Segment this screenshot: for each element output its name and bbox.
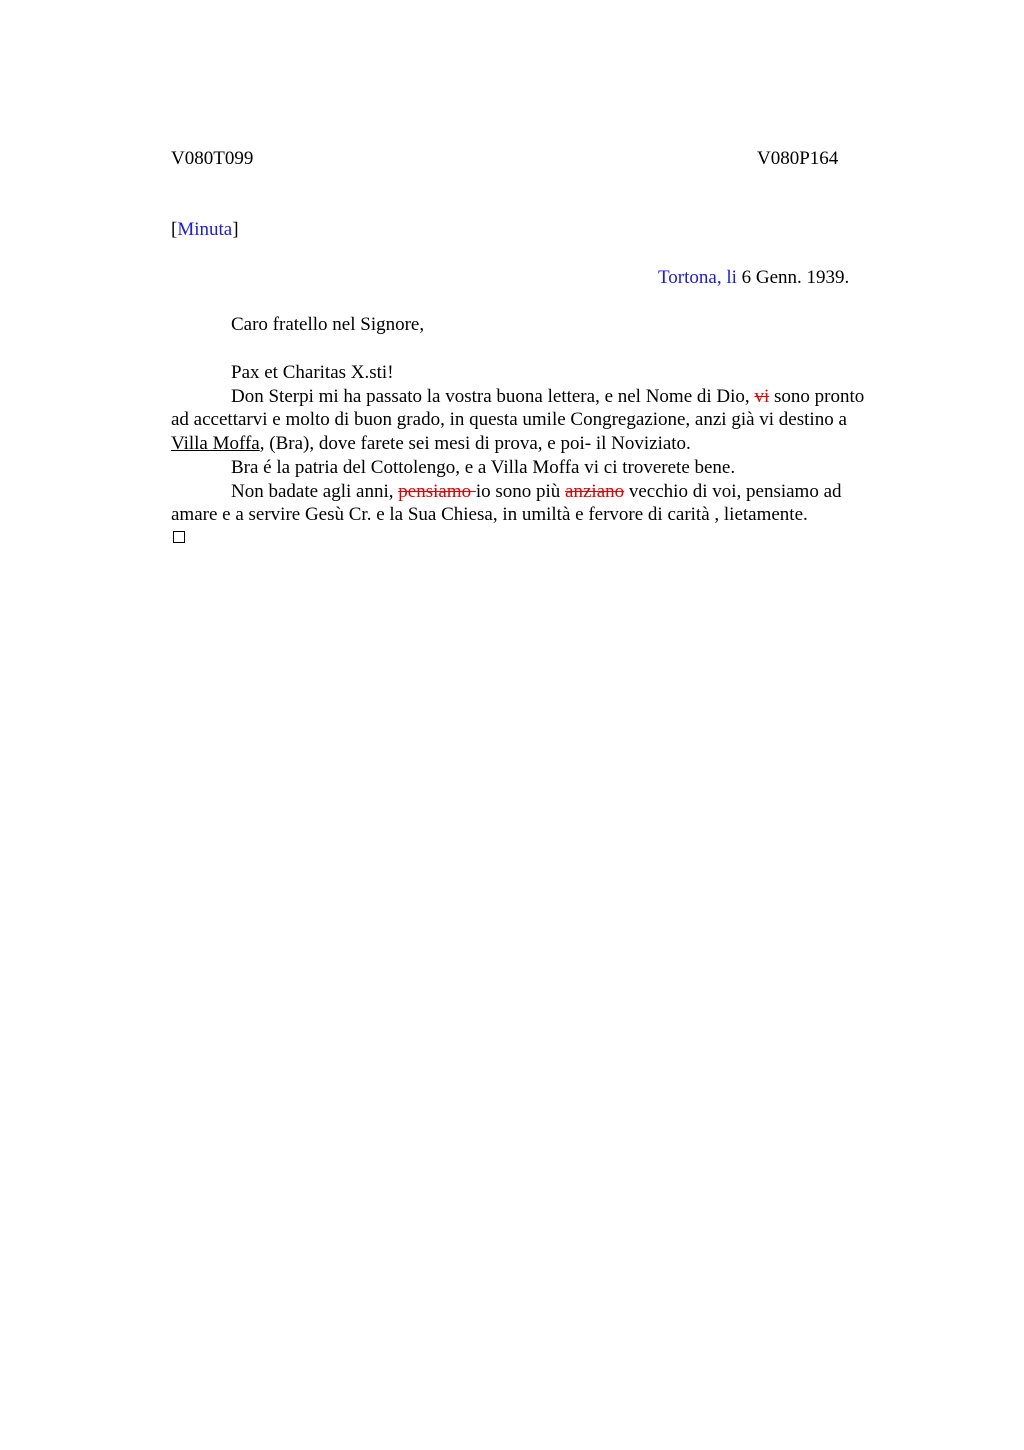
underlined-place: Villa Moffa	[171, 433, 260, 454]
body-line-6: amare e a servire Gesù Cr. e la Sua Chiesa, in umiltà e fervore di carità , lietamente.	[171, 504, 808, 525]
body-text: Non badate agli anni,	[231, 481, 399, 502]
body-line-2: ad accettarvi e molto di buon grado, in questa umile Congregazione, anzi già vi destino a	[171, 409, 847, 430]
date-place: Tortona, li	[658, 267, 737, 288]
date-value: 6 Genn. 1939.	[736, 267, 850, 288]
minuta-word: Minuta	[177, 219, 233, 240]
deleted-word: pensiamo	[398, 481, 476, 502]
bracket-close: ]	[232, 219, 239, 240]
body-text: Don Sterpi mi ha passato la vostra buona lettera, e nel Nome di Dio,	[231, 386, 755, 407]
minuta-label	[171, 218, 239, 242]
end-marker-box	[173, 531, 185, 543]
body-line-3	[171, 432, 691, 456]
deleted-word: vi	[754, 386, 770, 407]
body-text: , (Bra), dove farete sei mesi di prova, e poi- il Noviziato.	[259, 433, 691, 454]
greeting-line: Pax et Charitas X.sti!	[231, 362, 394, 383]
body-line-5	[231, 480, 842, 504]
date-line	[658, 266, 849, 290]
body-text: io sono più	[475, 481, 566, 502]
document-code-left: V080T099	[171, 148, 254, 169]
salutation: Caro fratello nel Signore,	[231, 314, 425, 335]
body-text: sono pronto	[769, 386, 865, 407]
body-line-4: Bra é la patria del Cottolengo, e a Villa Moffa vi ci troverete bene.	[231, 457, 736, 478]
bracket-open: [	[171, 219, 178, 240]
body-text: vecchio di voi, pensiamo ad	[624, 481, 842, 502]
deleted-word: anziano	[565, 481, 625, 502]
document-code-right: V080P164	[757, 148, 839, 169]
body-line-1	[231, 385, 864, 409]
